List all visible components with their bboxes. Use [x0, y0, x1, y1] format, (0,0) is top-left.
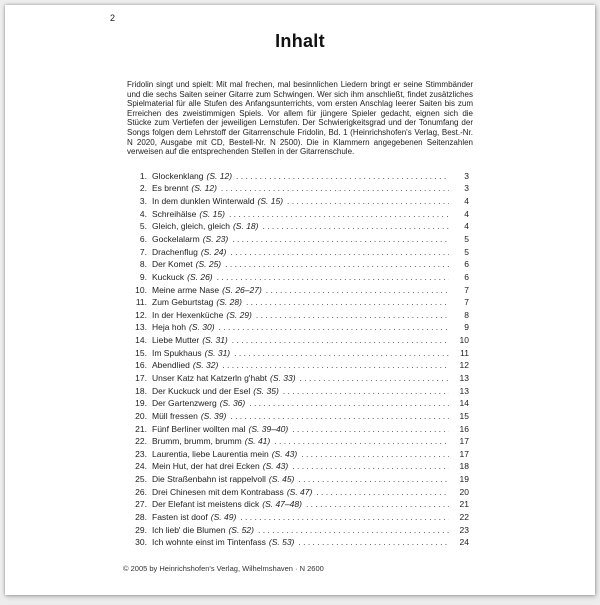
- toc-entry-title: Laurentia, liebe Laurentia mein: [152, 448, 269, 459]
- toc-entry: [131, 372, 469, 385]
- toc-entry-source-ref: (S. 35): [253, 385, 279, 396]
- toc-entry-number: 11.: [135, 297, 147, 308]
- toc-entry-number: 19.: [135, 398, 147, 409]
- toc-entry-number: 21.: [135, 423, 147, 434]
- toc-entry-title: Es brennt: [152, 183, 189, 194]
- toc-entry-title: In der Hexenküche: [152, 309, 224, 320]
- dot-leader: [256, 309, 449, 322]
- toc-entry-title: Der Komet: [152, 259, 193, 270]
- toc-entry-page: 8: [464, 309, 469, 320]
- copyright-footer: © 2005 by Heinrichshofen's Verlag, Wilhelmshaven · N 2600: [123, 563, 324, 573]
- dot-leader: [316, 486, 449, 499]
- toc-entry-page: 22: [459, 512, 469, 523]
- toc-entry: [131, 359, 469, 372]
- toc-entry-number: 10.: [135, 284, 147, 295]
- toc-entry: [131, 309, 469, 322]
- dot-leader: [274, 435, 449, 448]
- toc-entry-page: 13: [459, 385, 469, 396]
- toc-entry-page: 7: [464, 297, 469, 308]
- dot-leader: [217, 271, 449, 284]
- dot-leader: [300, 372, 449, 385]
- toc-entry-number: 26.: [135, 486, 147, 497]
- toc-entry: [131, 170, 469, 183]
- dot-leader: [266, 284, 449, 297]
- toc-entry-source-ref: (S. 49): [210, 512, 237, 523]
- dot-leader: [232, 233, 449, 246]
- dot-leader: [301, 448, 449, 461]
- toc-entry-source-ref: (S. 33): [270, 373, 296, 383]
- toc-entry-number: 7.: [139, 246, 147, 257]
- toc-entry-page: 14: [459, 398, 469, 409]
- toc-entry-title: Ich wohnte einst im Tintenfass: [152, 537, 266, 548]
- toc-entry-source-ref: (S. 28): [216, 297, 242, 308]
- toc-entry-number: 29.: [135, 524, 147, 535]
- toc-entry-number: 22.: [135, 436, 147, 447]
- toc-entry-page: 4: [464, 196, 469, 207]
- toc-entry-source-ref: (S. 47–48): [262, 499, 302, 510]
- dot-leader: [298, 536, 449, 549]
- page-number: 2: [110, 13, 116, 23]
- toc-entry-number: 18.: [135, 385, 147, 396]
- toc-entry-page: 3: [464, 183, 469, 194]
- toc-entry-page: 13: [459, 373, 469, 383]
- toc-entry-source-ref: (S. 39): [200, 410, 227, 421]
- toc-entry-page: 16: [459, 423, 469, 434]
- dot-leader: [222, 359, 449, 372]
- toc-entry-number: 16.: [135, 360, 147, 371]
- dot-leader: [298, 473, 449, 486]
- toc-entry-source-ref: (S. 29): [226, 309, 252, 320]
- toc-entry-page: 5: [464, 233, 469, 244]
- toc-entry-title: In dem dunklen Winterwald: [152, 196, 255, 207]
- toc-entry-page: 3: [464, 170, 469, 181]
- toc-entry-source-ref: (S. 24): [200, 246, 227, 257]
- toc-entry-source-ref: (S. 32): [192, 360, 219, 371]
- toc-entry-source-ref: (S. 18): [232, 221, 259, 232]
- toc-entry-title: Zum Geburtstag: [152, 297, 214, 308]
- toc-entry-number: 4.: [139, 208, 147, 219]
- toc-entry: [131, 385, 469, 398]
- toc-entry: [131, 271, 469, 284]
- toc-entry-number: 3.: [139, 196, 147, 207]
- toc-entry: [131, 347, 469, 360]
- toc-entry-title: Abendlied: [152, 360, 190, 371]
- toc-entry-number: 9.: [139, 271, 147, 282]
- dot-leader: [230, 246, 449, 259]
- toc-entry: [131, 233, 469, 246]
- toc-entry: [131, 498, 469, 511]
- toc-entry-source-ref: (S. 12): [191, 183, 217, 194]
- dot-leader: [221, 182, 449, 195]
- toc-entry-source-ref: (S. 31): [202, 335, 228, 346]
- toc-entry-source-ref: (S. 52): [228, 524, 254, 535]
- toc-entry-number: 15.: [135, 347, 147, 358]
- toc-entry-title: Drei Chinesen mit dem Kontrabass: [152, 486, 284, 497]
- toc-entry-source-ref: (S. 53): [268, 537, 295, 548]
- toc-entry-title: Ich lieb' die Blumen: [152, 524, 226, 535]
- dot-leader: [240, 511, 449, 524]
- toc-entry-source-ref: (S. 36): [219, 398, 246, 409]
- toc-entry-number: 25.: [135, 474, 147, 485]
- toc-entry: [131, 258, 469, 271]
- toc-entry-title: Meine arme Nase: [152, 284, 220, 295]
- toc-entry-title: Gockelalarm: [152, 233, 200, 244]
- toc-entry-number: 17.: [135, 373, 147, 383]
- toc-entry-title: Schreihälse: [152, 208, 197, 219]
- toc-entry: [131, 486, 469, 499]
- toc-entry-title: Die Straßenbahn ist rappelvoll: [152, 474, 266, 485]
- dot-leader: [225, 258, 449, 271]
- toc-entry: [131, 536, 469, 549]
- dot-leader: [258, 524, 449, 537]
- dot-leader: [232, 334, 449, 347]
- toc-entry: [131, 448, 469, 461]
- toc-entry-title: Fasten ist doof: [152, 512, 208, 523]
- scanned-page: [5, 5, 595, 595]
- toc-list: [131, 170, 469, 549]
- toc-entry-page: 24: [459, 537, 469, 548]
- dot-leader: [249, 397, 449, 410]
- toc-entry-page: 4: [464, 208, 469, 219]
- toc-entry-source-ref: (S. 25): [195, 259, 222, 270]
- toc-entry: [131, 246, 469, 259]
- toc-entry-page: 15: [459, 410, 469, 421]
- toc-entry-number: 8.: [139, 259, 147, 270]
- dot-leader: [236, 170, 449, 183]
- toc-entry: [131, 321, 469, 334]
- toc-entry-number: 2.: [139, 183, 147, 194]
- toc-entry-source-ref: (S. 43): [271, 448, 298, 459]
- toc-entry: [131, 524, 469, 537]
- toc-entry-title: Der Elefant ist meistens dick: [152, 499, 260, 510]
- toc-entry-title: Liebe Mutter: [152, 335, 200, 346]
- dot-leader: [306, 498, 449, 511]
- dot-leader: [230, 410, 449, 423]
- toc-entry-number: 30.: [135, 537, 147, 548]
- toc-entry-source-ref: (S. 15): [199, 208, 225, 219]
- toc-entry-page: 12: [459, 360, 469, 371]
- toc-entry-source-ref: (S. 15): [257, 196, 284, 207]
- toc-entry-number: 6.: [139, 233, 147, 244]
- toc-entry: [131, 410, 469, 423]
- toc-entry: [131, 182, 469, 195]
- dot-leader: [292, 423, 449, 436]
- toc-entry: [131, 511, 469, 524]
- toc-entry-page: 23: [459, 524, 469, 535]
- toc-entry-source-ref: (S. 31): [204, 347, 231, 358]
- toc-entry-number: 24.: [135, 461, 147, 472]
- toc-entry-number: 23.: [135, 448, 147, 459]
- toc-entry-title: Müll fressen: [152, 410, 198, 421]
- toc-entry-source-ref: (S. 23): [202, 233, 229, 244]
- toc-entry-source-ref: (S. 26–27): [222, 284, 262, 295]
- toc-entry-title: Mein Hut, der hat drei Ecken: [152, 461, 260, 472]
- toc-entry-source-ref: (S. 43): [262, 461, 289, 472]
- toc-entry-number: 5.: [139, 221, 147, 232]
- toc-entry-source-ref: (S. 30): [189, 322, 215, 333]
- dot-leader: [287, 195, 449, 208]
- toc-entry-title: Unser Katz hat Katzerln g'habt: [152, 373, 268, 383]
- toc-entry-page: 6: [464, 271, 469, 282]
- toc-entry-page: 9: [464, 322, 469, 333]
- toc-entry: [131, 208, 469, 221]
- dot-leader: [229, 208, 449, 221]
- toc-entry-title: Kuckuck: [152, 271, 185, 282]
- toc-entry: [131, 220, 469, 233]
- toc-entry-number: 14.: [135, 335, 147, 346]
- toc-entry-source-ref: (S. 39–40): [248, 423, 289, 434]
- toc-entry-number: 12.: [135, 309, 147, 320]
- toc-entry-title: Heja hoh: [152, 322, 187, 333]
- toc-entry-source-ref: (S. 12): [206, 170, 233, 181]
- toc-entry-source-ref: (S. 45): [268, 474, 295, 485]
- toc-entry: [131, 423, 469, 436]
- toc-entry-page: 18: [459, 461, 469, 472]
- toc-entry: [131, 334, 469, 347]
- toc-entry: [131, 397, 469, 410]
- toc-entry-page: 20: [459, 486, 469, 497]
- toc-entry-page: 10: [459, 335, 469, 346]
- toc-entry-title: Fünf Berliner wollten mal: [152, 423, 246, 434]
- toc-entry-page: 11: [460, 347, 469, 358]
- toc-entry-page: 6: [464, 259, 469, 270]
- toc-entry-title: Der Kuckuck und der Esel: [152, 385, 251, 396]
- toc-entry-number: 1.: [139, 170, 147, 181]
- toc-entry: [131, 473, 469, 486]
- toc-entry-title: Brumm, brumm, brumm: [152, 436, 242, 447]
- dot-leader: [283, 385, 449, 398]
- toc-entry-title: Glockenklang: [152, 170, 204, 181]
- dot-leader: [246, 296, 449, 309]
- toc-entry-title: Im Spukhaus: [152, 347, 202, 358]
- toc-entry-page: 17: [459, 448, 469, 459]
- toc-entry: [131, 460, 469, 473]
- dot-leader: [219, 321, 449, 334]
- toc-entry-page: 21: [459, 499, 469, 510]
- toc-entry-page: 19: [459, 474, 469, 485]
- toc-entry-number: 27.: [135, 499, 147, 510]
- toc-entry-number: 20.: [135, 410, 147, 421]
- toc-entry-title: Gleich, gleich, gleich: [152, 221, 230, 232]
- toc-entry: [131, 195, 469, 208]
- page-title: Inhalt: [275, 31, 325, 51]
- intro-paragraph: Fridolin singt und spielt: Mit mal frechen, mal besinnlichen Liedern bringt er seine Stimmbänder und die sechs Saiten seiner Gitarre zum Schwingen. Wer sich ihm anschließt, findet zusätzliches Spielmaterial für alle Stufen des Anfangsunterrichts, vom ersten Anschlag leerer Saiten bis zum Erreichen des zweistimmigen Spiels. Vor allem für jüngere Spieler gedacht, eignen sich die Stücke zum Vertiefen der jeweiligen Lernstufen. Der Schwierigkeitsgrad und der Tonumfang der Songs folgen dem Lehrstoff der Gitarrenschule Fridolin, Bd. 1 (Heinrichshofen's Verlag, Best.-Nr. N 2020, Ausgabe mit CD, Bestell-Nr. N 2500). Die in Klammern angegebenen Seitenzahlen verweisen auf die entsprechenden Stellen in der Gitarrenschule.: [127, 80, 473, 157]
- toc-entry-title: Drachenflug: [152, 246, 198, 257]
- toc-entry-page: 7: [464, 284, 469, 295]
- toc-entry-number: 28.: [135, 512, 147, 523]
- toc-entry-number: 13.: [135, 322, 147, 333]
- dot-leader: [262, 220, 449, 233]
- toc-entry: [131, 296, 469, 309]
- toc-entry-source-ref: (S. 41): [244, 436, 271, 447]
- toc-entry-page: 5: [464, 246, 469, 257]
- toc-entry-source-ref: (S. 26): [187, 271, 213, 282]
- toc-entry-source-ref: (S. 47): [286, 486, 313, 497]
- dot-leader: [292, 460, 449, 473]
- toc-entry-title: Der Gartenzwerg: [152, 398, 217, 409]
- toc-entry: [131, 284, 469, 297]
- toc-entry-page: 4: [464, 221, 469, 232]
- toc-entry-page: 17: [459, 436, 469, 447]
- dot-leader: [234, 347, 449, 360]
- toc-entry: [131, 435, 469, 448]
